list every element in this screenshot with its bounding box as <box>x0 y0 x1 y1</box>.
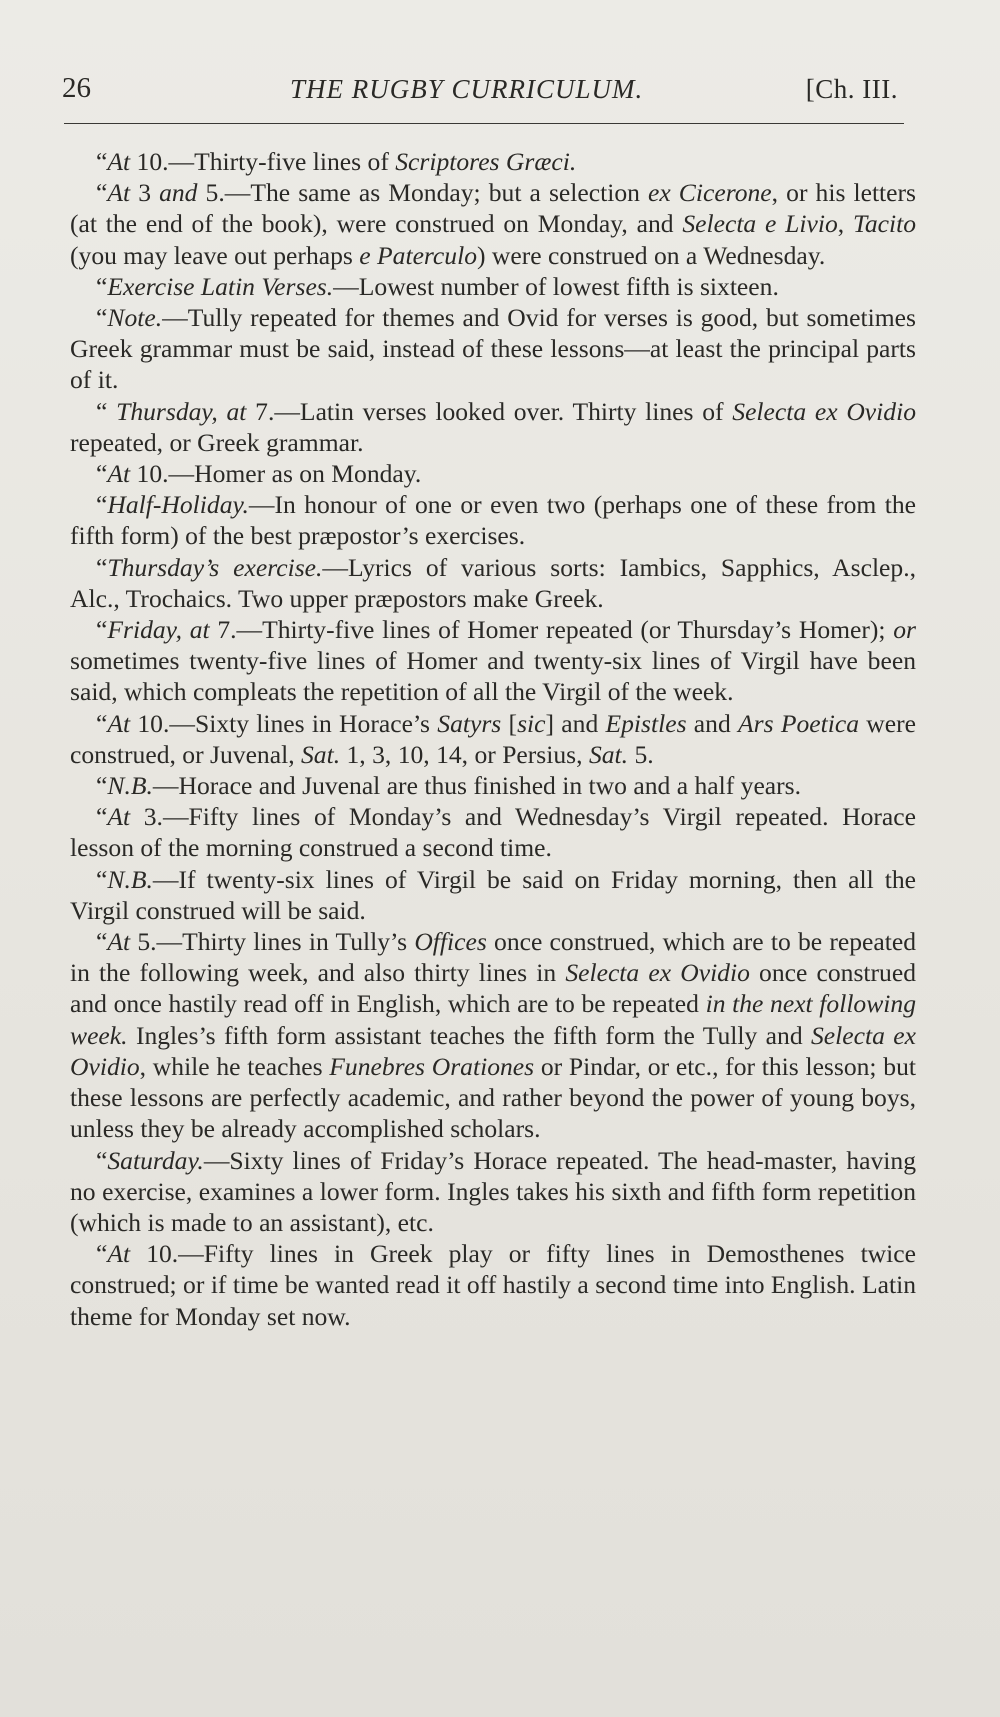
text-run: “ <box>96 927 108 957</box>
text-run: —If twenty-six lines of Virgil be said on Friday morning, then all the Virgil construed will be said. <box>70 864 916 925</box>
text-run: “ <box>96 178 108 208</box>
italic-run: At <box>107 708 131 738</box>
text-run: 5.—Thirty lines in Tully’s <box>130 927 415 957</box>
italic-run: At <box>107 459 131 489</box>
text-run: “ <box>96 802 108 832</box>
italic-run: Thursday, at <box>116 396 247 426</box>
italic-run: Selecta ex Ovidio <box>732 396 916 426</box>
italic-run: Offices <box>414 927 487 957</box>
text-run: “ <box>96 552 108 582</box>
italic-run: N.B. <box>107 771 153 801</box>
text-run: “ <box>96 459 108 489</box>
italic-run: Selecta ex Ovidio <box>565 958 750 988</box>
text-run: , <box>837 209 853 239</box>
paragraph <box>70 864 916 926</box>
paragraph <box>70 614 916 708</box>
text-run: —Lowest number of lowest fifth is sixteen. <box>333 271 779 301</box>
text-run: 7.—Thirty-five lines of Homer repeated (or Thursday’s Homer); <box>209 615 894 645</box>
italic-run: Epistles <box>605 708 687 738</box>
paragraph <box>70 302 916 396</box>
italic-run: Half-Holiday. <box>107 490 249 520</box>
text-run: 3 <box>130 178 160 208</box>
text-run: —Horace and Juvenal are thus finished in two and a half years. <box>152 771 802 801</box>
italic-run: sic <box>517 708 546 738</box>
italic-run: Sat. <box>301 739 341 769</box>
text-run: 10.—Homer as on Monday. <box>130 459 422 489</box>
header-rule <box>64 123 904 124</box>
paragraph <box>70 1238 916 1332</box>
text-run: “ <box>96 708 108 738</box>
text-run: —In honour of one or even two (perhaps one of these from the fifth form) of the best præpostor’s exercises. <box>70 490 916 551</box>
paragraph <box>70 271 916 302</box>
text-run: 10.—Sixty lines in Horace’s <box>130 708 438 738</box>
italic-run: and <box>159 178 198 208</box>
text-run: “ <box>96 271 108 301</box>
text-run: 10.—Fifty lines in Greek play or fifty lines in Demosthenes twice construed; or if time be wanted read it off hastily a second time into English. Latin theme for Monday set now. <box>70 1239 916 1331</box>
page-number: 26 <box>62 72 91 104</box>
text-run: “ <box>96 147 108 176</box>
text-run: “ <box>96 1145 108 1175</box>
text-run: —Tully repeated for themes and Ovid for verses is good, but sometimes Greek grammar must be said, instead of these lessons—at least the principal parts of it. <box>70 303 916 395</box>
text-run: 5.—The same as Monday; but a selection <box>197 178 648 208</box>
text-run: —Sixty lines of Friday’s Horace repeated. The head-master, having no exercise, examines a lower form. Ingles takes his sixth and fifth form repetition (which is made to an assistant), etc. <box>70 1145 916 1237</box>
text-run: repeated, or Greek grammar. <box>70 427 364 457</box>
text-run: 3.—Fifty lines of Monday’s and Wednesday’s Virgil repeated. Horace lesson of the morning construed a second time. <box>70 802 916 863</box>
italic-run: At <box>107 802 131 832</box>
page-body <box>70 146 916 1332</box>
text-run: 10.—Thirty-five lines of <box>130 147 396 176</box>
italic-run: or <box>893 615 917 645</box>
italic-run: At <box>107 178 131 208</box>
text-run: , or his letters (at the end of the book), were construed on Monday, and <box>70 178 917 239</box>
running-header <box>62 72 904 112</box>
paragraph <box>70 1145 916 1239</box>
paragraph <box>70 770 916 801</box>
text-run: “ <box>96 490 108 520</box>
text-run: 7.—Latin verses looked over. Thirty lines of <box>246 396 733 426</box>
paragraph <box>70 801 916 863</box>
text-run: “ <box>96 396 117 426</box>
italic-run: Satyrs <box>437 708 502 738</box>
italic-run: in the next following week. <box>70 989 917 1050</box>
italic-run: Selecta e Livio <box>682 209 838 239</box>
italic-run: Tacito <box>852 209 917 239</box>
text-run: 5. <box>628 739 654 769</box>
text-run: [ <box>501 708 518 738</box>
text-run: and <box>686 708 739 738</box>
text-run: ) were construed on a Wednesday. <box>477 240 826 270</box>
text-run: (you may leave out perhaps <box>70 240 360 270</box>
paragraph <box>70 177 916 271</box>
text-run: —Lyrics of various sorts: Iambics, Sapphics, Asclep., Alc., Trochaics. Two upper præpostors make Greek. <box>70 552 917 613</box>
italic-run: N.B. <box>107 864 153 894</box>
text-run: 1, 3, 10, 14, or Persius, <box>340 739 589 769</box>
paragraph <box>70 708 916 770</box>
text-run: Ingles’s fifth form assistant teaches the fifth form the Tully and <box>127 1020 811 1050</box>
text-run: ] and <box>545 708 606 738</box>
italic-run: Selecta ex Ovidio <box>70 1020 916 1081</box>
italic-run: Saturday. <box>107 1145 204 1175</box>
paragraph <box>70 489 916 551</box>
text-run: “ <box>96 615 108 645</box>
italic-run: ex Cicerone <box>648 178 772 208</box>
italic-run: At <box>107 147 131 176</box>
italic-run: Ars Poetica <box>738 708 860 738</box>
text-run: were construed, or Juvenal, <box>70 708 917 769</box>
text-run: sometimes twenty-five lines of Homer and twenty-six lines of Virgil have been said, which compleats the repetition of all the Virgil of the week. <box>70 646 916 707</box>
text-run: once construed, which are to be repeated in the following week, and also thirty lines in <box>70 927 917 988</box>
paragraph <box>70 146 916 177</box>
paragraph <box>70 552 916 614</box>
text-run: , while he teaches <box>139 1051 330 1081</box>
text-run: “ <box>96 303 108 333</box>
italic-run: At <box>107 1239 131 1269</box>
italic-run: Funebres Orationes <box>329 1051 535 1081</box>
text-run: “ <box>96 864 108 894</box>
text-run: “ <box>96 771 108 801</box>
italic-run: e Paterculo <box>359 240 477 270</box>
paragraph <box>70 458 916 489</box>
running-title: THE RUGBY CURRICULUM. <box>290 74 644 104</box>
paragraph <box>70 926 916 1144</box>
text-run: or Pindar, or etc., for this lesson; but these lessons are perfectly academic, and rather beyond the power of young boys, unless they be already accomplished scholars. <box>70 1051 916 1144</box>
italic-run: Sat. <box>588 739 629 769</box>
italic-run: At <box>107 927 131 957</box>
italic-run: Scriptores Græci. <box>395 147 577 176</box>
text-run: once construed and once hastily read off in English, which are to be repeated <box>70 958 916 1019</box>
text-run: “ <box>96 1239 108 1269</box>
italic-run: Note. <box>107 303 163 333</box>
italic-run: Thursday’s exercise. <box>107 552 323 582</box>
chapter-marker: [Ch. III. <box>805 74 898 104</box>
italic-run: Exercise Latin Verses. <box>107 271 334 301</box>
paragraph <box>70 396 916 458</box>
italic-run: Friday, at <box>107 615 210 645</box>
